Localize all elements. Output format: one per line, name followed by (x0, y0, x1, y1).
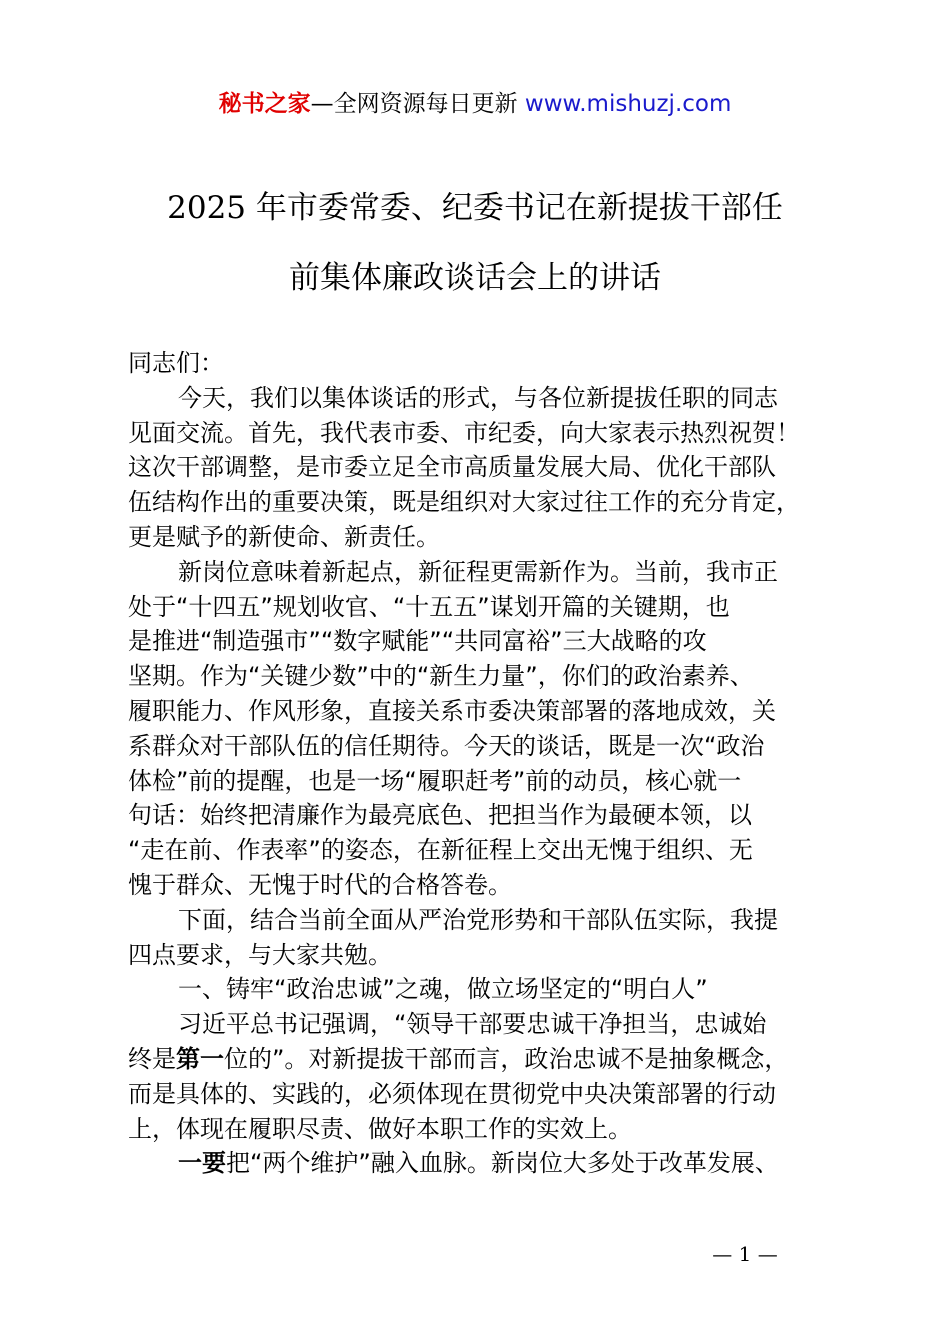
banner-tagline: —全网资源每日更新 (310, 91, 525, 117)
paragraph-line: 今天，我们以集体谈话的形式，与各位新提拔任职的同志 (178, 383, 778, 412)
paragraph-line: 伍结构作出的重要决策，既是组织对大家过往工作的充分肯定， (128, 488, 800, 517)
paragraph-line: 是推进“制造强市”“数字赋能”“共同富裕”三大战略的攻 (128, 627, 707, 656)
document-body (128, 346, 858, 1181)
emphasis-text: 一要 (178, 1149, 226, 1178)
site-url-link[interactable]: www.mishuzj.com (524, 91, 732, 117)
paragraph-line: “走在前、作表率”的姿态，在新征程上交出无愧于组织、无 (128, 836, 753, 865)
paragraph-line: 这次干部调整，是市委立足全市高质量发展大局、优化干部队 (128, 453, 776, 482)
text-run: 终是 (128, 1044, 176, 1073)
title-line-1: 2025 年市委常委、纪委书记在新提拔干部任 (167, 190, 783, 226)
paragraph-line: 见面交流。首先，我代表市委、市纪委，向大家表示热烈祝贺！ (128, 418, 800, 447)
paragraph-line: 而是具体的、实践的，必须体现在贯彻党中央决策部署的行动 (128, 1079, 776, 1108)
emphasis-text: 第一 (176, 1044, 224, 1073)
brand-name: 秘书之家 (218, 91, 311, 117)
paragraph-line: 处于“十四五”规划收官、“十五五”谋划开篇的关键期，也 (128, 592, 730, 621)
page-number: — 1 — (712, 1242, 778, 1266)
paragraph-line: 句话：始终把清廉作为最亮底色、把担当作为最硬本领，以 (128, 801, 752, 830)
paragraph-line: 新岗位意味着新起点，新征程更需新作为。当前，我市正 (178, 557, 778, 586)
site-banner (0, 86, 950, 122)
paragraph-line: 系群众对干部队伍的信任期待。今天的谈话，既是一次“政治 (128, 731, 765, 760)
paragraph-line (128, 1146, 858, 1181)
paragraph-line: 履职能力、作风形象，直接关系市委决策部署的落地成效，关 (128, 696, 776, 725)
paragraph-line: 愧于群众、无愧于时代的合格答卷。 (128, 870, 512, 899)
paragraph-line: 四点要求，与大家共勉。 (128, 940, 392, 969)
text-run: 把“两个维护”融入血脉。新岗位大多处于改革发展、 (226, 1149, 779, 1178)
paragraph-line: 下面，结合当前全面从严治党形势和干部队伍实际，我提 (178, 905, 778, 934)
paragraph-line: 体检”前的提醒，也是一场“履职赶考”前的动员，核心就一 (128, 766, 742, 795)
title-line-2: 前集体廉政谈话会上的讲话 (289, 260, 661, 296)
paragraph-line: 习近平总书记强调，“领导干部要忠诚干净担当，忠诚始 (178, 1010, 767, 1039)
salutation: 同志们： (128, 349, 224, 377)
paragraph-line: 坚期。作为“关键少数”中的“新生力量”，你们的政治素养、 (128, 662, 754, 691)
text-run: 位的”。对新提拔干部而言，政治忠诚不是抽象概念， (224, 1044, 789, 1073)
paragraph-line: 更是赋予的新使命、新责任。 (128, 522, 440, 551)
paragraph-line: 上，体现在履职尽责、做好本职工作的实效上。 (128, 1114, 632, 1143)
paragraph-line (128, 1042, 858, 1077)
section-heading: 一、铸牢“政治忠诚”之魂，做立场坚定的“明白人” (178, 975, 708, 1004)
